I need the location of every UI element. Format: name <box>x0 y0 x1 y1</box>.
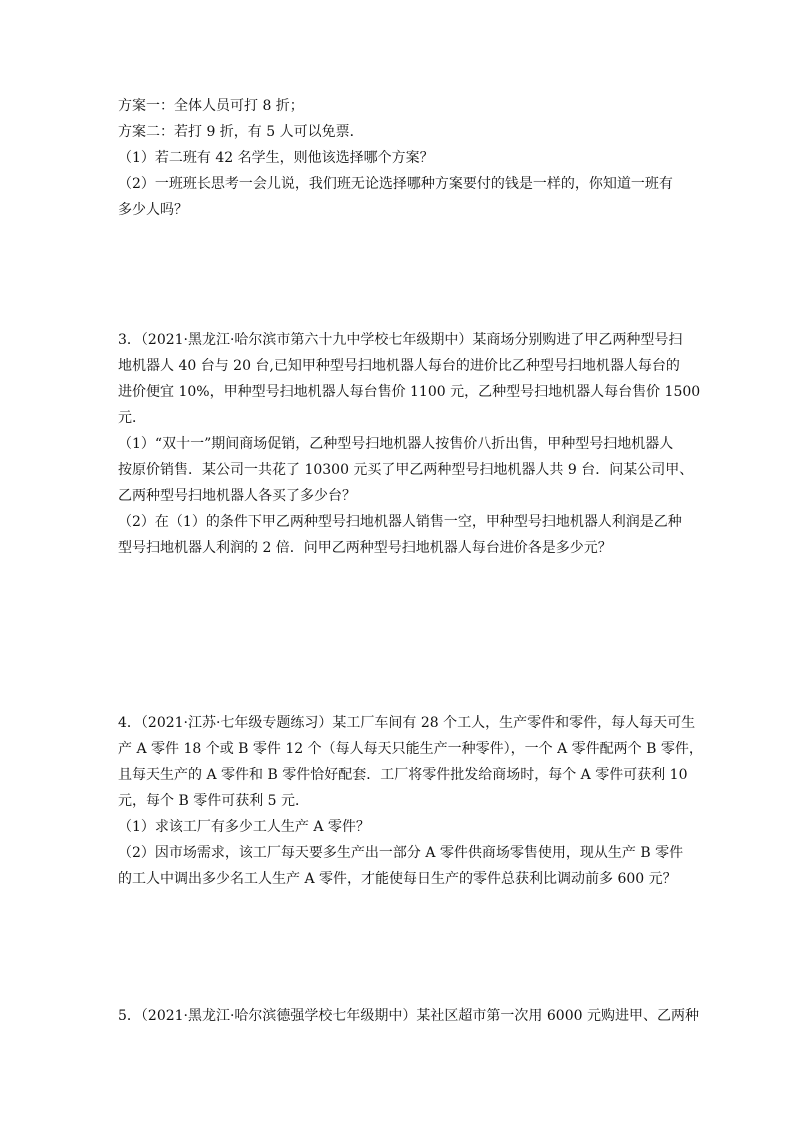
question-5-stem: 5．（2021·黑龙江·哈尔滨德强学校七年级期中）某社区超市第一次用 6000 元购进甲、乙两种 <box>118 1008 699 1024</box>
question-3-sub-1-cont: 乙两种型号扫地机器人各买了多少台？ <box>118 488 356 504</box>
question-4-stem: 4．（2021·江苏·七年级专题练习）某工厂车间有 28 个工人，生产零件和零件，每人每天可生 <box>118 715 696 731</box>
question-3-stem: 3．（2021·黑龙江·哈尔滨市第六十九中学校七年级期中）某商场分别购进了甲乙两种型号扫 <box>118 332 683 348</box>
plan-two-line: 方案二：若打 9 折，有 5 人可以免票． <box>118 124 364 140</box>
subquestion-1: （1）若二班有 42 名学生，则他该选择哪个方案？ <box>118 150 434 166</box>
question-4-sub-1: （1）求该工厂有多少工人生产 A 零件？ <box>118 819 370 835</box>
question-3-text: 元． <box>118 410 146 426</box>
question-3-sub-1-cont: 按原价销售．某公司一共花了 10300 元买了甲乙两种型号扫地机器人共 9 台．问某公司甲、 <box>118 462 694 478</box>
question-4-text: 且每天生产的 A 零件和 B 零件恰好配套．工厂将零件批发给商场时，每个 A 零件可获利 10 <box>118 767 688 783</box>
subquestion-2: （2）一班班长思考一会儿说，我们班无论选择哪种方案要付的钱是一样的，你知道一班有 <box>118 176 673 192</box>
question-4-text: 元，每个 B 零件可获利 5 元． <box>118 793 309 809</box>
question-4-sub-2-cont: 的工人中调出多少名工人生产 A 零件，才能使每日生产的零件总获利比调动前多 600 元？ <box>118 871 677 887</box>
question-3-text: 地机器人 40 台与 20 台,已知甲种型号扫地机器人每台的进价比乙种型号扫地机器人每台的 <box>118 358 680 374</box>
question-3-sub-2-cont: 型号扫地机器人利润的 2 倍．问甲乙两种型号扫地机器人每台进价各是多少元？ <box>118 540 612 556</box>
question-4-text: 产 A 零件 18 个或 B 零件 12 个（每人每天只能生产一种零件），一个 A 零件配两个 B 零件， <box>118 741 703 757</box>
question-4-sub-2: （2）因市场需求，该工厂每天要多生产出一部分 A 零件供商场零售使用，现从生产 B 零件 <box>118 845 684 861</box>
question-3-sub-1: （1）“双十一”期间商场促销，乙种型号扫地机器人按售价八折出售，甲种型号扫地机器人 <box>118 436 674 452</box>
subquestion-2-cont: 多少人吗？ <box>118 202 188 218</box>
question-3-sub-2: （2）在（1）的条件下甲乙两种型号扫地机器人销售一空，甲种型号扫地机器人利润是乙种 <box>118 514 682 530</box>
question-3-text: 进价便宜 10%，甲种型号扫地机器人每台售价 1100 元，乙种型号扫地机器人每台售价 1500 <box>118 384 701 400</box>
plan-one-line: 方案一：全体人员可打 8 折； <box>118 98 304 114</box>
